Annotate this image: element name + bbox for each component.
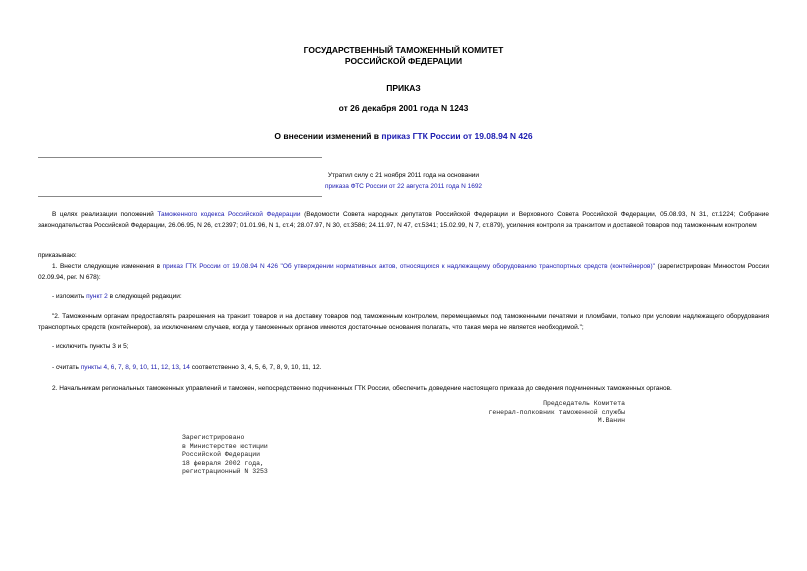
order-426-link[interactable]: приказ ГТК России от 19.08.94 N 426 "Об утверждении нормативных актов, относящихся к надлежащему оборудованию транспортных средств (контейнеров)": [162, 263, 655, 270]
point-link[interactable]: 11: [150, 364, 158, 371]
point-link[interactable]: 12: [160, 364, 169, 371]
registration-line4: 18 февраля 2002 года,: [182, 459, 264, 467]
subject-prefix: О внесении изменений в: [274, 131, 382, 141]
item-1-text-end: (зарегистрирован Минюстом России 02.09.94, рег. N 678):: [38, 263, 770, 281]
registration-line3: Российской Федерации: [182, 451, 261, 458]
committee-line-1: ГОСУДАРСТВЕННЫЙ ТАМОЖЕННЫЙ КОМИТЕТ: [303, 45, 504, 55]
preamble-text-start: В целях реализации положений: [52, 211, 158, 218]
divider-bottom: [38, 196, 322, 197]
paragraph-item-2: 2. Начальникам региональных таможенных управлений и таможен, непосредственно подчиненных ГТК России, обеспечить доведение настоящего приказа до сведения подчиненных таможенных органов.: [52, 385, 672, 392]
point-link[interactable]: 10: [139, 364, 147, 371]
customs-code-link[interactable]: Таможенного кодекса Российской Федерации: [157, 211, 301, 218]
signature-block: [460, 400, 625, 426]
point-link[interactable]: 13: [171, 364, 180, 371]
point-link[interactable]: пункты 4: [80, 364, 108, 371]
doc-date: от 26 декабря 2001 года N 1243: [338, 103, 469, 113]
registration-line5: регистрационный N 3253: [182, 468, 268, 475]
renumber-text-start: - считать: [52, 364, 81, 371]
point-2-link[interactable]: пункт 2: [86, 293, 108, 300]
signature-line3: М.Ванин: [597, 417, 625, 424]
registration-line2: в Министерстве юстиции: [182, 442, 268, 450]
paragraph-exclude: - исключить пункты 3 и 5;: [52, 343, 129, 350]
item-1-text-start: 1. Внести следующие изменения в: [52, 263, 163, 270]
preamble-text-end: (Ведомости Совета народных депутатов Российской Федерации и Верховного Совета Российской Федерации, 05.08.93, N 31, ст.1224; Собрание законодательства Российской Федерации, 26.06.95, N 26, ст.2397; 01.01.96, N 1, ст.4; 28.07.97, N 30, ст.3586; 24.11.97, N 47, ст.5341; 15.02.99, N 7, ст.879), усиления контроля за транзитом и доставкой товаров под таможенным контролем: [38, 211, 770, 229]
divider-top: [38, 157, 322, 158]
document-title: [0, 45, 807, 67]
validity-note-line2: [0, 181, 807, 192]
registration-line1: Зарегистрировано: [182, 434, 245, 441]
doc-type: ПРИКАЗ: [386, 83, 421, 93]
point-link[interactable]: 6: [110, 364, 115, 371]
prikazyvayu: приказываю:: [38, 252, 77, 259]
doc-subject: [0, 131, 807, 142]
validity-note-line1: Утратил силу с 21 ноября 2011 года на основании: [327, 172, 480, 179]
subject-link[interactable]: приказ ГТК России от 19.08.94 N 426: [381, 131, 533, 141]
paragraph-edit-point-2: [38, 291, 769, 302]
edit-text-end: в следующей редакции:: [107, 293, 182, 300]
point-link[interactable]: 7: [117, 364, 122, 371]
paragraph-item-1: [38, 261, 769, 283]
signature-line2: генерал-полковник таможенной службы: [488, 408, 625, 416]
committee-line-2: РОССИЙСКОЙ ФЕДЕРАЦИИ: [344, 56, 463, 66]
paragraph-preamble: [38, 209, 769, 231]
point-link[interactable]: 9: [132, 364, 137, 371]
point-link[interactable]: 14: [182, 364, 190, 371]
registration-block: [182, 434, 268, 477]
edit-text-start: - изложить: [52, 293, 87, 300]
validity-note-link[interactable]: приказа ФТС России от 22 августа 2011 года N 1692: [324, 183, 483, 190]
renumber-text-end: соответственно 3, 4, 5, 6, 7, 8, 9, 10, 11, 12.: [189, 364, 322, 371]
point-link[interactable]: 8: [125, 364, 129, 371]
paragraph-renumber: - считать пункты 4, 6, 7, 8, 9, 10, 11, 12, 13, 14 соответственно 3, 4, 5, 6, 7, 8, 9, 10, 11, 12.: [52, 364, 322, 371]
paragraph-new-point-2: "2. Таможенным органам предоставлять разрешения на транзит товаров и на доставку товаров под таможенным контролем, перемещаемых под таможенными печатями и пломбами, только при условии надлежащего оборудования транспортных средств (контейнеров), за исключением случаев, когда у таможенных органов имеются достаточные основания полагать, что такая мера не является необходимой.";: [38, 313, 769, 331]
signature-line1: Председатель Комитета: [543, 400, 625, 407]
